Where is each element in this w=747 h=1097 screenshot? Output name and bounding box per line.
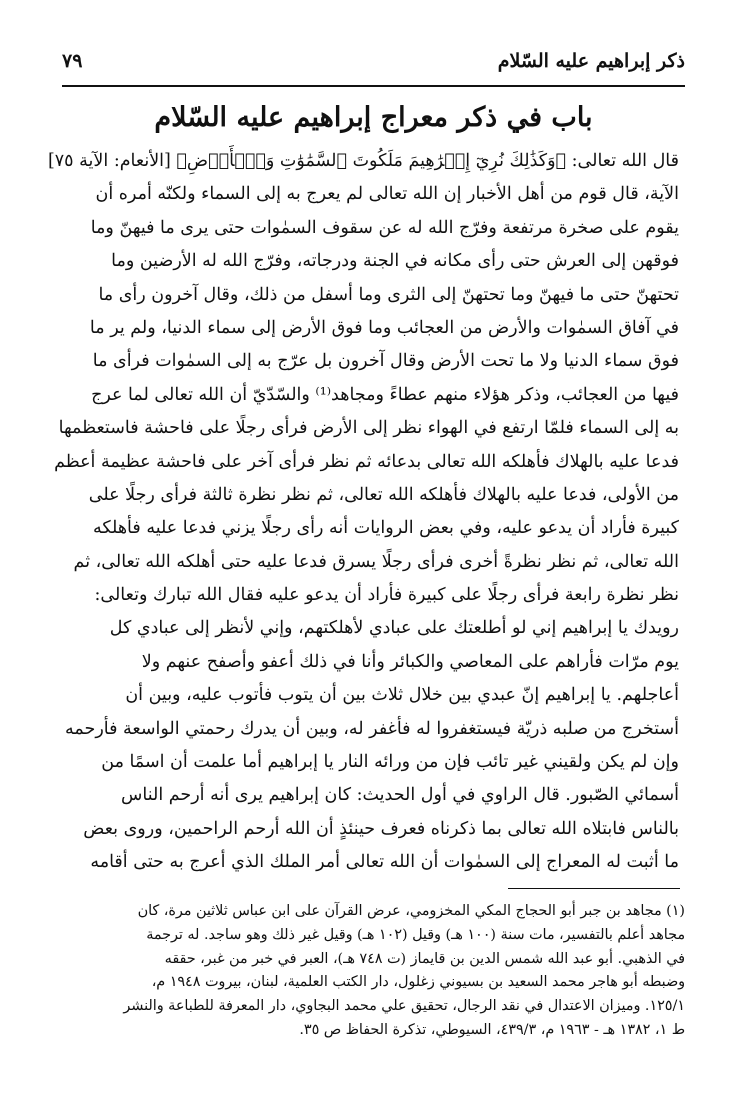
body-line: فدعا عليه بالهلاك فأهلكه الله تعالى بدعائه ثم نظر فرأى آخر على فاحشة عظيمة أعظم <box>54 451 679 472</box>
chapter-title: باب في ذكر معراج إبراهيم عليه السّلام <box>154 102 593 133</box>
footnote-line: (١) مجاهد بن جبر أبو الحجاج المكي المخزومي، عرض القرآن على ابن عباس ثلاثين مرة، كان <box>137 903 685 919</box>
body-line: بالناس فابتلاه الله تعالى بما ذكرناه فعرف حينئذٍ أن الله أرحم الراحمين، وروى بعض <box>83 818 679 839</box>
footnotes <box>62 900 685 1043</box>
body-line: فوق سماء الدنيا ولا ما تحت الأرض وقال آخرون بل عرّج به إلى السمٰوات فرأى ما <box>92 351 679 372</box>
body-line: يوم مرّات فأراهم على المعاصي والكبائر وأنا في ذلك أعفو وأصفح عنهم ولا <box>141 651 679 672</box>
footnote-line: ط ١، ١٣٨٢ هـ - ١٩٦٣ م، ٤٣٩/٣، السيوطي، تذكرة الحفاظ ص ٣٥. <box>299 1021 685 1038</box>
page-number: ٧٩ <box>62 50 83 72</box>
body-line: فيها من العجائب، وذكر هؤلاء منهم عطاءً ومجاهد⁽¹⁾ والسّدّيّ أن الله تعالى لما عرج <box>91 384 679 405</box>
body-text <box>47 145 679 880</box>
body-line: تحتهنّ حتى ما فيهنّ وما تحتهنّ إلى الثرى وما أسفل من ذلك، وقال آخرون رأى ما <box>98 284 679 305</box>
body-line: به إلى السماء فلمّا ارتفع في الهواء نظر إلى الأرض فرأى رجلًا على فاحشة فاستعظمها <box>58 418 679 439</box>
header-rule <box>62 85 685 87</box>
body-line: كبيرة فأراد أن يدعو عليه، وفي بعض الروايات أنه رأى رجلًا يزني فدعا عليه فأهلكه <box>92 518 679 539</box>
body-line: من الأولى، فدعا عليه بالهلاك فأهلكه الله تعالى، ثم نظر نظرة ثالثة فرأى رجلًا على <box>88 484 679 505</box>
body-line: الآية، قال قوم من أهل الأخبار إن الله تعالى لم يعرج به إلى السماء ولكنّه أمره أن <box>95 184 679 205</box>
body-line: يقوم على صخرة مرتفعة وفرّج الله له عن سقوف السمٰوات حتى يرى ما فيهنّ وما <box>90 217 679 238</box>
body-line: الله تعالى، ثم نظر نظرةً أخرى فرأى رجلًا يسرق فدعا عليه حتى أهلكه الله تعالى، ثم <box>73 551 679 572</box>
body-line: في آفاق السمٰوات والأرض من العجائب وما فوق الأرض إلى سماء الدنيا، ولم ير ما <box>89 317 679 338</box>
footnote-line: وضبطه أبو هاجر محمد السعيد بن بسيوني زغلول، دار الكتب العلمية، لبنان، بيروت ١٩٤٨ م، <box>151 974 685 991</box>
footnote-line: في الذهبي. أبو عبد الله شمس الدين بن قايماز (ت ٧٤٨ هـ)، العبر في خبر من غبر، حققه <box>164 950 685 967</box>
body-line: وإن لم يكن ولقيني غير تائب فإن من ورائه النار يا إبراهيم أما علمت أن اسمًا من <box>101 752 679 773</box>
body-line: رويدك يا إبراهيم إني لو أطلعتك على عبادي لأهلكتهم، وإني لأنظر إلى عبادي كل <box>109 618 679 639</box>
body-line: قال الله تعالى: ﴿وَكَذَٰلِكَ نُرِيٓ إِبۡرَٰهِيمَ مَلَكُوتَ ٱلسَّمَٰوَٰتِ وَٱلۡأَرۡضِ﴾ [الأنعام: الآية ٧٥] <box>47 151 679 171</box>
body-line: أستخرج من صلبه ذريّة فيستغفروا له فأغفر له، وبين أن يدرك رحمتي الواسعة فأرحمه <box>65 718 679 739</box>
running-title: ذكر إبراهيم عليه السّلام <box>497 50 685 72</box>
footnote-line: مجاهد أعلم بالتفسير، مات سنة (١٠٠ هـ) وقيل (١٠٢ هـ) وقيل غير ذلك وهو ساجد. له ترجمة <box>146 926 685 943</box>
body-line: أعاجلهم. يا إبراهيم إنّ عبدي بين خلال ثلاث بين أن يتوب فأتوب عليه، وبين أن <box>125 685 679 706</box>
footnote-line: ١٢٥/١. وميزان الاعتدال في نقد الرجال، تحقيق علي محمد البجاوي، دار المعرفة للطباعة والنشر <box>123 998 685 1015</box>
footnote-rule <box>508 888 680 889</box>
body-line: فوقهن إلى العرش حتى رأى مكانه في الجنة ودرجاته، وفرّج الله له الأرضين وما <box>111 251 679 272</box>
body-line: أسمائي الصّبور. قال الراوي في أول الحديث: كان إبراهيم يرى أنه أرحم الناس <box>121 785 679 806</box>
running-header <box>62 46 685 82</box>
body-line: ما أثبت له المعراج إلى السمٰوات أن الله تعالى أمر الملك الذي أعرج به حتى أقامه <box>90 852 679 873</box>
body-line: نظر نظرة رابعة فرأى رجلًا على كبيرة فأراد أن يدعو عليه فقال الله تبارك وتعالى: <box>94 585 679 606</box>
